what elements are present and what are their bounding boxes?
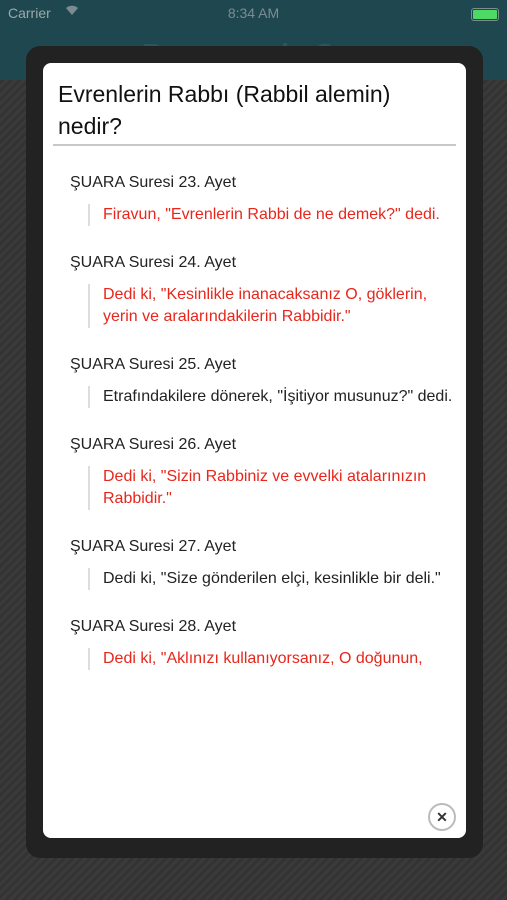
clock: 8:34 AM <box>227 5 280 21</box>
verse-item <box>70 355 452 408</box>
verse-item <box>70 617 452 670</box>
verse-item <box>70 173 452 226</box>
verse-text: Dedi ki, "Aklınızı kullanıyorsanız, O doğunun, <box>88 648 453 670</box>
verse-text: Dedi ki, "Size gönderilen elçi, kesinlikle bir deli." <box>88 568 453 590</box>
verse-modal <box>43 63 466 838</box>
close-icon: ✕ <box>436 809 448 825</box>
verse-item <box>70 253 452 328</box>
verse-reference: ŞUARA Suresi 28. Ayet <box>70 618 237 635</box>
battery-icon <box>471 8 499 21</box>
verse-reference: ŞUARA Suresi 27. Ayet <box>70 538 237 555</box>
verse-item <box>70 537 452 590</box>
carrier-label: Carrier <box>8 5 51 21</box>
verse-reference: ŞUARA Suresi 25. Ayet <box>70 356 237 373</box>
verse-item <box>70 435 452 510</box>
verse-list[interactable] <box>43 146 466 801</box>
status-bar <box>0 0 507 28</box>
verse-text: Dedi ki, "Kesinlikle inanacaksanız O, göklerin, yerin ve aralarındakilerin Rabbidir." <box>88 284 453 328</box>
verse-reference: ŞUARA Suresi 26. Ayet <box>70 436 237 453</box>
verse-reference: ŞUARA Suresi 24. Ayet <box>70 254 237 271</box>
verse-text: Etrafındakilere dönerek, "İşitiyor musunuz?" dedi. <box>88 386 453 408</box>
close-button[interactable] <box>428 803 456 831</box>
modal-title: Evrenlerin Rabbı (Rabbil alemin) nedir? <box>58 81 391 139</box>
verse-text: Firavun, "Evrenlerin Rabbi de ne demek?" dedi. <box>88 204 453 226</box>
verse-text: Dedi ki, "Sizin Rabbiniz ve evvelki atalarınızın Rabbidir." <box>88 466 453 510</box>
verse-reference: ŞUARA Suresi 23. Ayet <box>70 174 237 191</box>
